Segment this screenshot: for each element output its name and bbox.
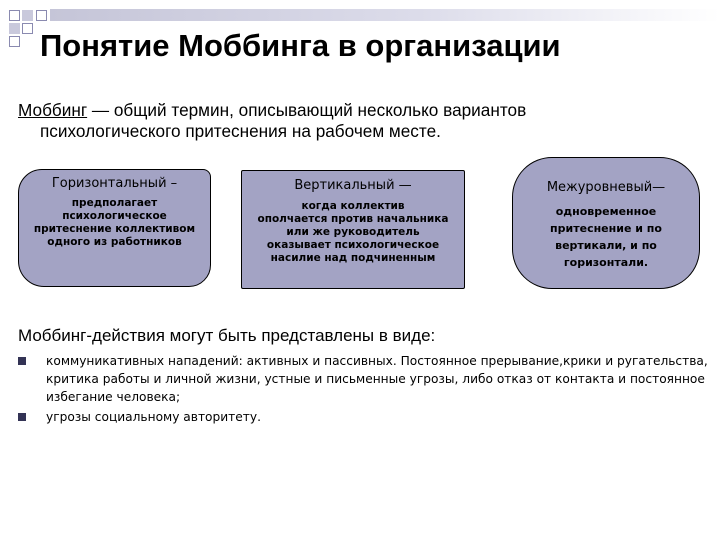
subheading: Моббинг-действия могут быть представлены в виде: [18,326,436,345]
slide-title: Понятие Моббинга в организации [40,28,561,63]
square-bullet-icon [18,413,26,421]
box-description-line: когда коллектив [301,200,405,212]
box-description-line: вертикали, и по [555,239,657,252]
vertical-mobbing-box [241,170,465,289]
definition-text: — общий термин, описывающий несколько вариантов [87,100,527,120]
decor-square [22,23,33,34]
box-description-line: психологическое [62,210,167,222]
box-description-line: притеснение коллективом [33,223,196,235]
box-title: Горизонтальный – [51,176,178,191]
box-title: Межуровневый— [546,180,666,195]
definition-paragraph [18,100,708,142]
box-description [242,193,464,265]
box-description-line: предполагает [71,197,158,209]
list-item [18,352,713,406]
box-description-line: одного из работников [47,236,182,248]
bullet-list [18,352,713,428]
box-description-line: горизонтали. [563,256,649,269]
box-description [513,195,699,271]
box-description-line: оказывает психологическое [266,239,440,251]
box-description-line: или же руководитель [286,226,420,238]
definition-term: Моббинг [18,100,88,120]
list-item [18,408,713,426]
box-description-line: ополчается против начальника [257,213,449,225]
decor-square [9,36,20,47]
decor-square [9,10,20,21]
list-item-text: коммуникативных нападений: активных и пассивных. Постоянное прерывание,крики и ругательства, критика работы и личной жизни, устные и письменные угрозы, либо отказ от контакта и постоянное избегание человека; [46,354,708,404]
box-description-line: одновременное [555,205,657,218]
decor-square [22,10,33,21]
square-bullet-icon [18,357,26,365]
box-title: Вертикальный — [294,178,412,193]
box-description-line: притеснение и по [550,222,662,235]
box-description-line: насилие над подчиненным [270,252,436,264]
title-gradient-bar [50,9,720,21]
horizontal-mobbing-box [18,169,211,287]
box-description [19,191,210,249]
definition-text-line2: психологического притеснения на рабочем месте. [40,121,441,141]
interlevel-mobbing-box [512,157,700,289]
decor-square [9,23,20,34]
decor-square [36,10,47,21]
list-item-text: угрозы социальному авторитету. [46,410,261,424]
